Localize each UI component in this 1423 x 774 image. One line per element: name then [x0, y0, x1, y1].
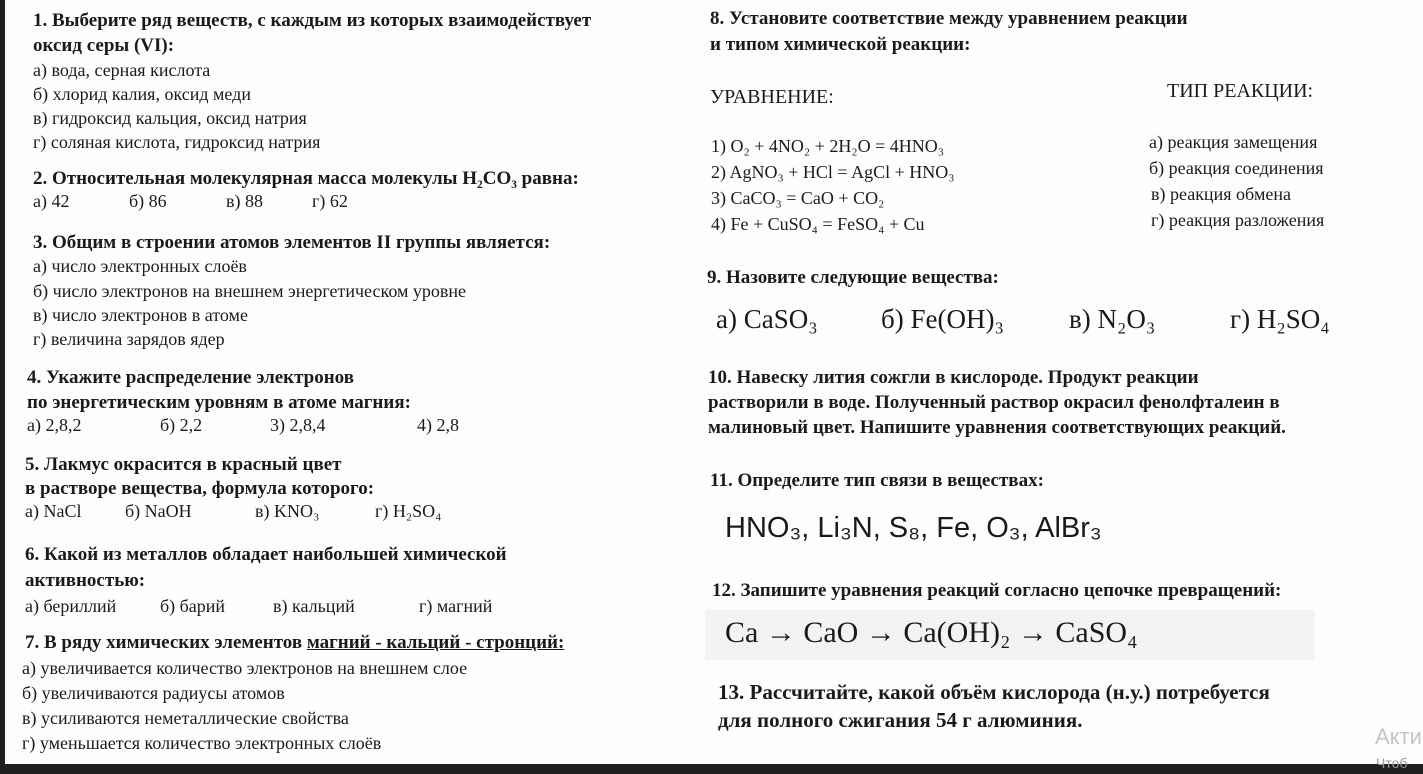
q6-title-line2: активностью: — [25, 570, 146, 591]
q5-option-d: г) H₂SO₄ — [375, 501, 442, 521]
q3-option-b: б) число электронов на внешнем энергетическом уровне — [33, 281, 466, 301]
q5-title-line1: 5. Лакмус окрасится в красный цвет — [25, 454, 342, 475]
q8-column-reaction-type: ТИП РЕАКЦИИ: — [1167, 80, 1314, 102]
q9-option-c: в) N₂O₃ — [1069, 304, 1156, 334]
q10-line3: малиновый цвет. Напишите уравнения соответствующих реакций. — [708, 417, 1286, 438]
q1-title-line2: оксид серы (VI): — [33, 35, 175, 56]
q12-chain-box — [705, 610, 1315, 660]
worksheet-page — [5, 0, 1423, 764]
q1-option-b: б) хлорид калия, оксид меди — [33, 84, 251, 104]
q8-type-a: а) реакция замещения — [1149, 132, 1318, 152]
q8-title-line2: и типом химической реакции: — [710, 34, 971, 55]
q4-option-d: 4) 2,8 — [417, 415, 459, 435]
q8-equation-4: 4) Fe + CuSO₄ = FeSO₄ + Cu — [711, 214, 925, 234]
q7-title — [25, 632, 564, 654]
q7-option-d: г) уменьшается количество электронных слоёв — [22, 733, 382, 753]
q3-title: 3. Общим в строении атомов элементов II группы является: — [33, 232, 551, 253]
q4-title-line1: 4. Укажите распределение электронов — [27, 367, 354, 388]
q2-option-b: б) 86 — [129, 191, 167, 211]
q7-option-c: в) усиливаются неметаллические свойства — [22, 708, 349, 728]
q8-equation-3: 3) CaCO₃ = CaO + CO₂ — [711, 188, 885, 208]
q5-title-line2: в растворе вещества, формула которого: — [25, 478, 375, 499]
q5-option-b: б) NaOH — [125, 501, 192, 521]
q8-title-line1: 8. Установите соответствие между уравнением реакции — [710, 8, 1188, 29]
q8-equation-1: 1) O₂ + 4NO₂ + 2H₂O = 4HNO₃ — [711, 136, 945, 156]
q6-option-c: в) кальций — [273, 596, 355, 616]
q4-title-line2: по энергетическим уровням в атоме магния: — [27, 392, 411, 413]
q9-option-d: г) H₂SO₄ — [1230, 304, 1330, 334]
q6-option-d: г) магний — [419, 596, 493, 616]
q7-option-a: а) увеличивается количество электронов на внешнем слое — [22, 658, 468, 678]
q7-title-prefix: 7. В ряду химических элементов — [25, 632, 307, 653]
q8-type-b: б) реакция соединения — [1149, 158, 1324, 178]
q10-line2: растворили в воде. Полученный раствор окрасил фенолфталеин в — [708, 392, 1280, 413]
q5-option-a: а) NaCl — [25, 501, 82, 521]
q2-option-c: в) 88 — [226, 191, 263, 211]
q7-title-underlined: магний - кальций - стронций: — [306, 632, 565, 653]
q6-title-line1: 6. Какой из металлов обладает наибольшей химической — [25, 544, 507, 565]
q8-column-equation: УРАВНЕНИЕ: — [710, 86, 834, 108]
q5-option-c: в) KNO₃ — [255, 501, 320, 521]
q2-title: 2. Относительная молекулярная масса молекулы H₂CO₃ равна: — [33, 168, 579, 189]
activation-watermark-sub: Чтоб — [1376, 755, 1408, 771]
q11-substances: HNO₃, Li₃N, S₈, Fe, O₃, AlBr₃ — [725, 512, 1102, 544]
q12-chain: Ca → CaO → Ca(OH)₂ → CaSO₄ — [725, 616, 1138, 649]
q9-option-a: а) CaSO₃ — [716, 304, 818, 334]
q1-option-c: в) гидроксид кальция, оксид натрия — [33, 108, 307, 128]
q10-line1: 10. Навеску лития сожгли в кислороде. Продукт реакции — [708, 367, 1199, 388]
q13-line1: 13. Рассчитайте, какой объём кислорода (н.у.) потребуется — [718, 680, 1270, 704]
q13-line2: для полного сжигания 54 г алюминия. — [718, 708, 1083, 732]
activation-watermark: Акти — [1375, 724, 1422, 749]
q3-option-d: г) величина зарядов ядер — [33, 329, 225, 349]
q9-option-b: б) Fe(OH)₃ — [881, 304, 1004, 334]
q4-option-c: 3) 2,8,4 — [270, 415, 326, 435]
q1-option-a: а) вода, серная кислота — [33, 60, 211, 80]
q8-type-c: в) реакция обмена — [1151, 184, 1291, 204]
q2-option-d: г) 62 — [312, 191, 348, 211]
q3-option-a: а) число электронных слоёв — [33, 256, 247, 276]
q2-option-a: а) 42 — [33, 191, 70, 211]
q1-title-line1: 1. Выберите ряд веществ, с каждым из которых взаимодействует — [33, 10, 592, 31]
q3-option-c: в) число электронов в атоме — [33, 305, 248, 325]
q4-option-a: а) 2,8,2 — [27, 415, 82, 435]
q4-option-b: б) 2,2 — [160, 415, 203, 435]
q6-option-a: а) бериллий — [25, 596, 117, 616]
q9-title: 9. Назовите следующие вещества: — [707, 267, 999, 288]
q11-title: 11. Определите тип связи в веществах: — [710, 470, 1044, 491]
q8-type-d: г) реакция разложения — [1151, 210, 1325, 230]
q1-option-d: г) соляная кислота, гидроксид натрия — [33, 132, 321, 152]
q12-title: 12. Запишите уравнения реакций согласно цепочке превращений: — [712, 580, 1282, 601]
q8-equation-2: 2) AgNO₃ + HCl = AgCl + HNO₃ — [711, 162, 955, 182]
q6-option-b: б) барий — [160, 596, 226, 616]
q7-option-b: б) увеличиваются радиусы атомов — [22, 683, 285, 703]
